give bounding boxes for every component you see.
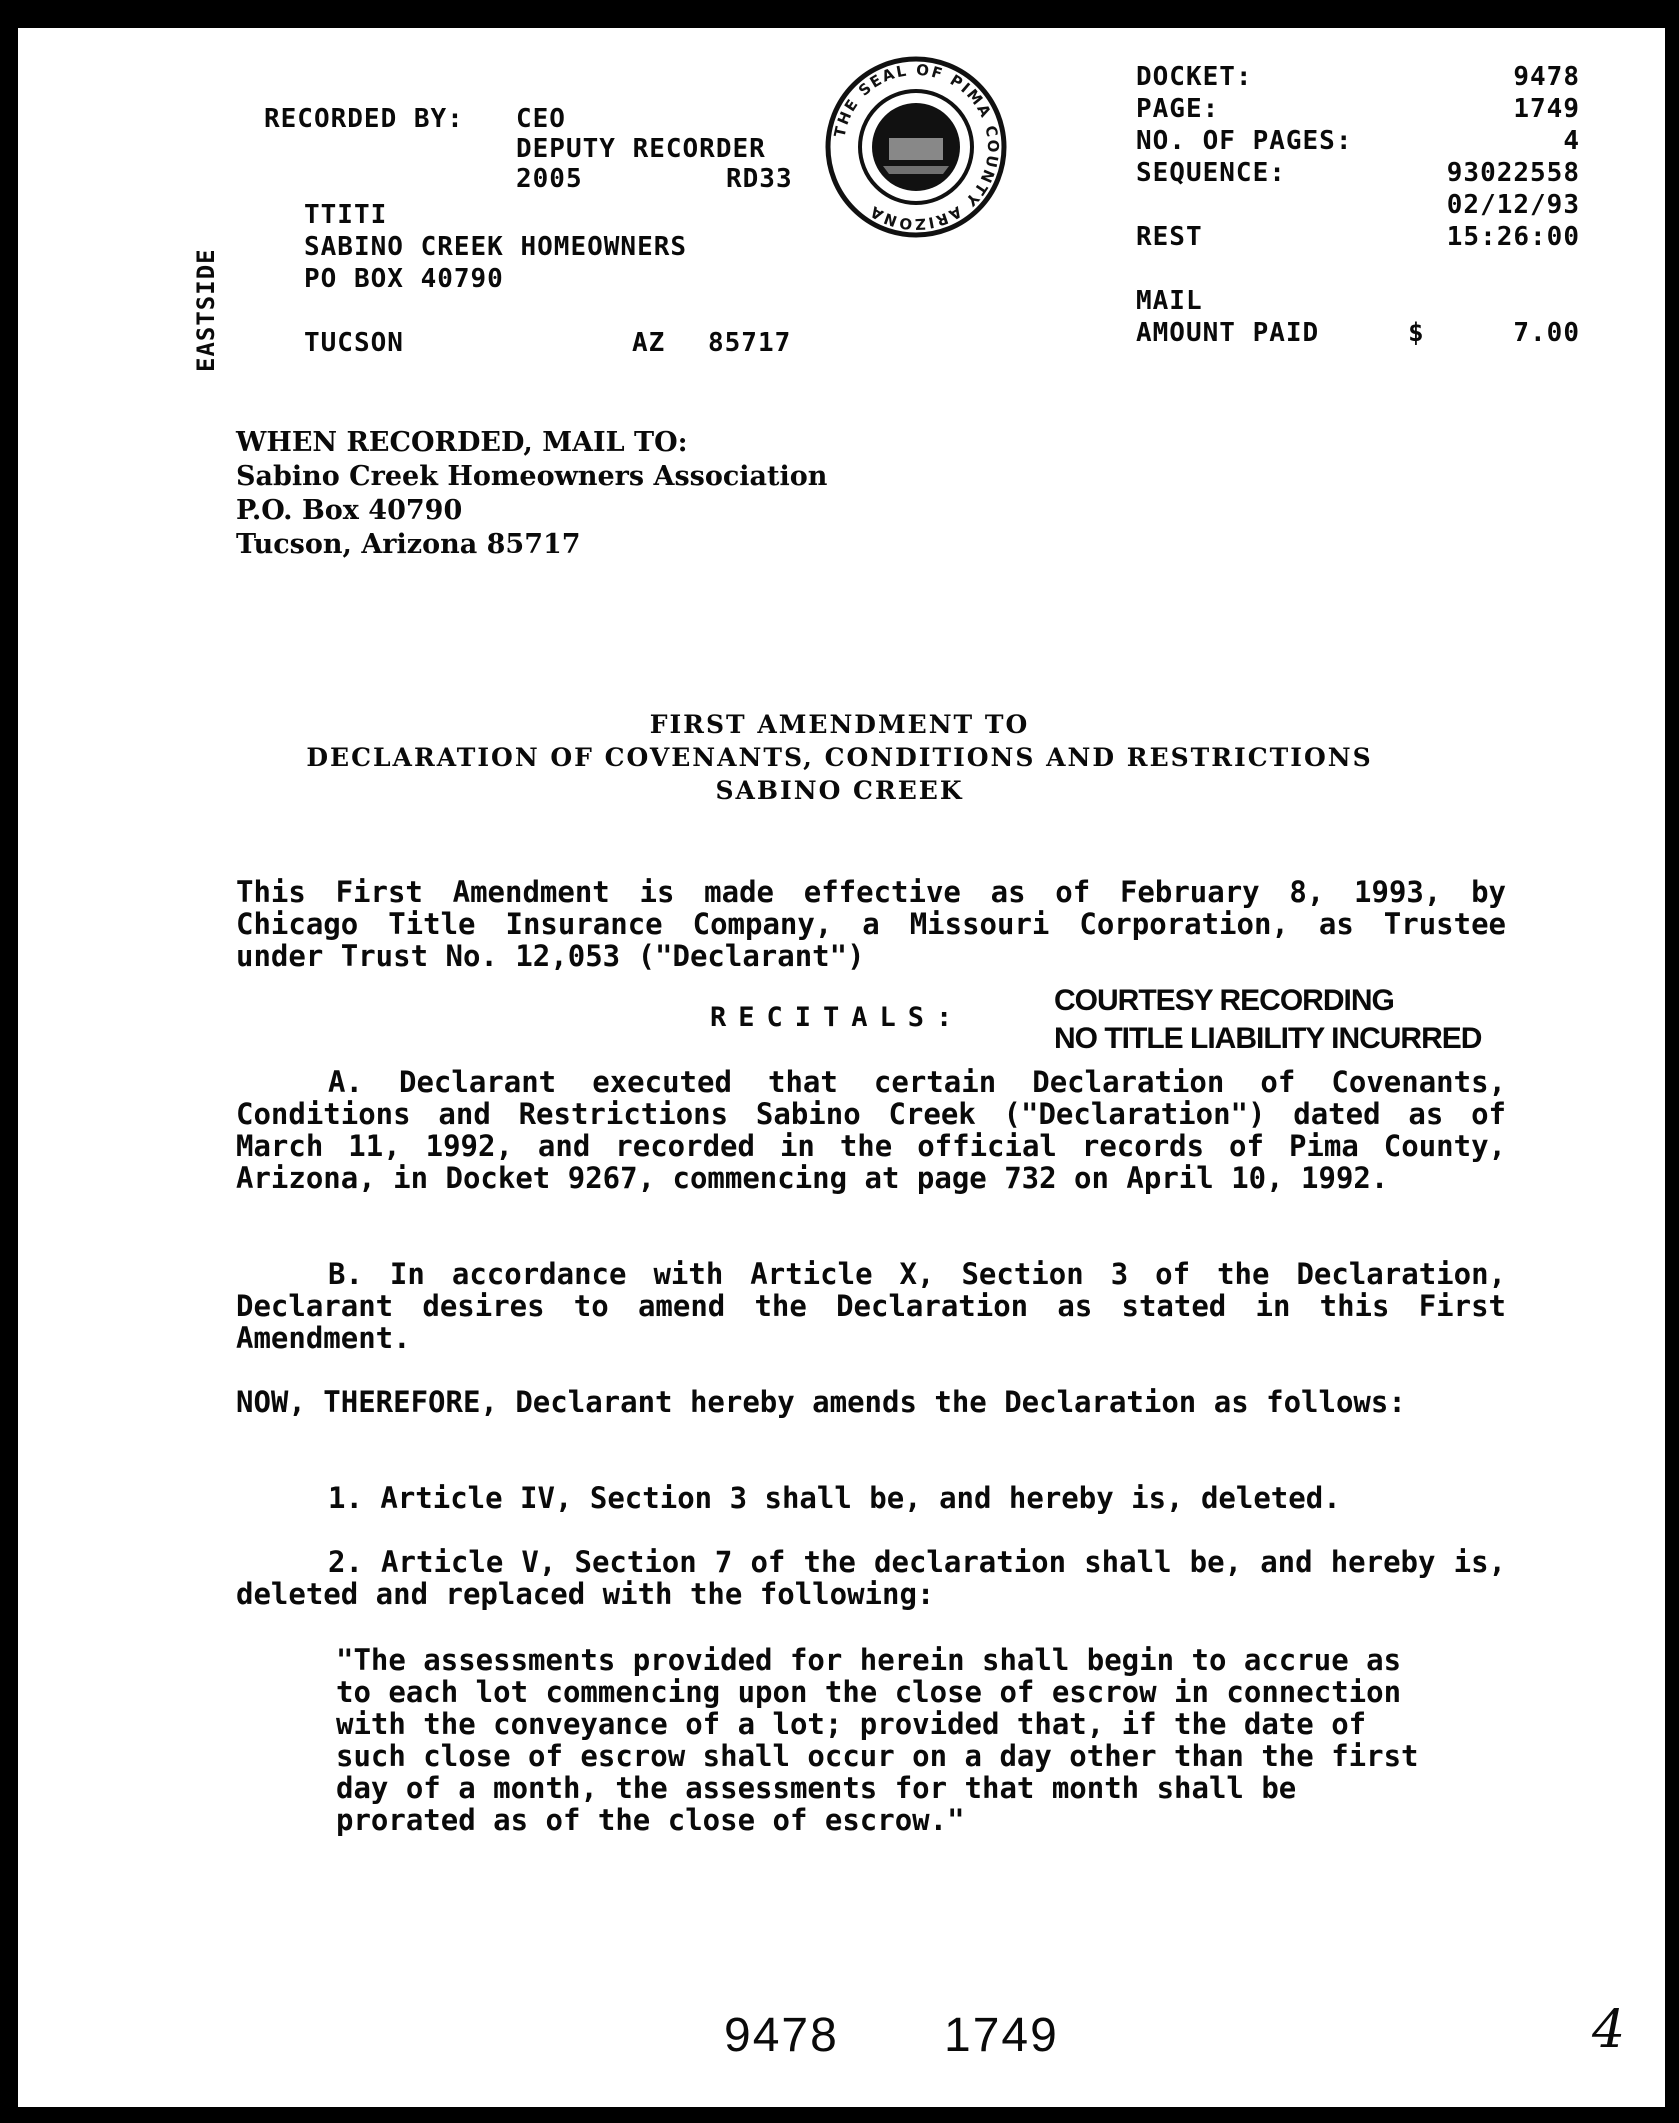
intro-paragraph: This First Amendment is made effective as of February 8, 1993, by Chicago Title Insurance Company, a Missouri Corporation, as Trustee under Trust No. 12,053 ("Declarant"): [236, 875, 1506, 973]
scan-border-top: [0, 0, 1679, 28]
amendment-item-2: 2. Article V, Section 7 of the declaration shall be, and hereby is, deleted and replaced with the following:: [236, 1545, 1506, 1611]
scan-border-left: [0, 0, 18, 2123]
eastside-stamp: EASTSIDE: [192, 248, 220, 372]
page-label: PAGE:: [1136, 94, 1220, 124]
pages-value: 4: [1563, 126, 1580, 156]
mail-to-line2: P.O. Box 40790: [236, 495, 463, 526]
amendment-item-1: 1. Article IV, Section 3 shall be, and hereby is, deleted.: [328, 1481, 1341, 1515]
scan-border-right: [1665, 0, 1679, 2123]
record-time: 15:26:00: [1446, 222, 1580, 252]
sequence-value: 93022558: [1446, 158, 1580, 188]
courtesy-line1: COURTESY RECORDING: [1054, 984, 1394, 1017]
mail-to-line1: Sabino Creek Homeowners Association: [236, 461, 828, 492]
recipient-name: TTITI: [304, 200, 388, 230]
document-title: [0, 708, 1679, 807]
recipient-zip: 85717: [708, 328, 792, 358]
recital-b: B. In accordance with Article X, Section 3 of the Declaration, Declarant desires to amend the Declaration as stated in this First Amendment.: [236, 1257, 1506, 1355]
page-value: 1749: [1513, 94, 1580, 124]
recorder-code: RD33: [726, 164, 793, 194]
mail-label: MAIL: [1136, 286, 1203, 316]
recitals-heading: RECITALS:: [710, 1002, 965, 1033]
recorded-by-label: RECORDED BY:: [264, 104, 464, 134]
title-line3: SABINO CREEK: [715, 776, 964, 805]
courtesy-recording-stamp: [1054, 982, 1481, 1058]
courtesy-line2: NO TITLE LIABILITY INCURRED: [1054, 1022, 1482, 1055]
currency-symbol: $: [1408, 318, 1425, 348]
amount-paid-value: 7.00: [1513, 318, 1580, 348]
recipient-org: SABINO CREEK HOMEOWNERS: [304, 232, 688, 262]
deputy-recorder: DEPUTY RECORDER: [516, 134, 766, 164]
recital-a: A. Declarant executed that certain Declaration of Covenants, Conditions and Restrictions Sabino Creek ("Declaration") dated as of March 11, 1992, and recorded in the official records of Pima County, Arizona, in Docket 9267, commencing at page 732 on April 10, 1992.: [236, 1065, 1506, 1195]
scan-border-bottom: [0, 2107, 1679, 2123]
recipient-state: AZ: [632, 328, 666, 358]
handwritten-page-mark: 4: [1592, 2000, 1626, 2060]
title-line1: FIRST AMENDMENT TO: [649, 710, 1030, 739]
pages-label: NO. OF PAGES:: [1136, 126, 1353, 156]
mail-to-block: [236, 426, 827, 562]
record-date: 02/12/93: [1446, 190, 1580, 220]
mail-to-line3: Tucson, Arizona 85717: [236, 529, 581, 560]
footer-docket: 9478: [724, 2009, 839, 2062]
recorder-code-year: 2005: [516, 164, 583, 194]
replacement-quote: "The assessments provided for herein shall begin to accrue as to each lot commencing upon the close of escrow in connection with the conveyance of a lot; provided that, if the date of such close of escrow shall occur on a day other than the first day of a month, the assessments for that month shall be prorated as of the close of escrow.": [336, 1643, 1419, 1837]
amount-paid-label: AMOUNT PAID: [1136, 318, 1320, 348]
seal-text: THE SEAL OF PIMA COUNTY ARIZONA: [830, 60, 1003, 234]
recorded-by-value: CEO: [516, 104, 566, 134]
sequence-label: SEQUENCE:: [1136, 158, 1286, 188]
recipient-city: TUCSON: [304, 328, 404, 358]
docket-value: 9478: [1513, 62, 1580, 92]
recipient-po-box: PO BOX 40790: [304, 264, 504, 294]
mail-to-heading: WHEN RECORDED, MAIL TO:: [236, 427, 688, 458]
title-line2: DECLARATION OF COVENANTS, CONDITIONS AND RESTRICTIONS: [306, 743, 1373, 772]
county-seal-icon: [823, 54, 1009, 240]
docket-label: DOCKET:: [1136, 62, 1253, 92]
footer-page: 1749: [944, 2009, 1059, 2062]
rest-label: REST: [1136, 222, 1203, 252]
now-therefore: NOW, THEREFORE, Declarant hereby amends the Declaration as follows:: [236, 1385, 1406, 1419]
